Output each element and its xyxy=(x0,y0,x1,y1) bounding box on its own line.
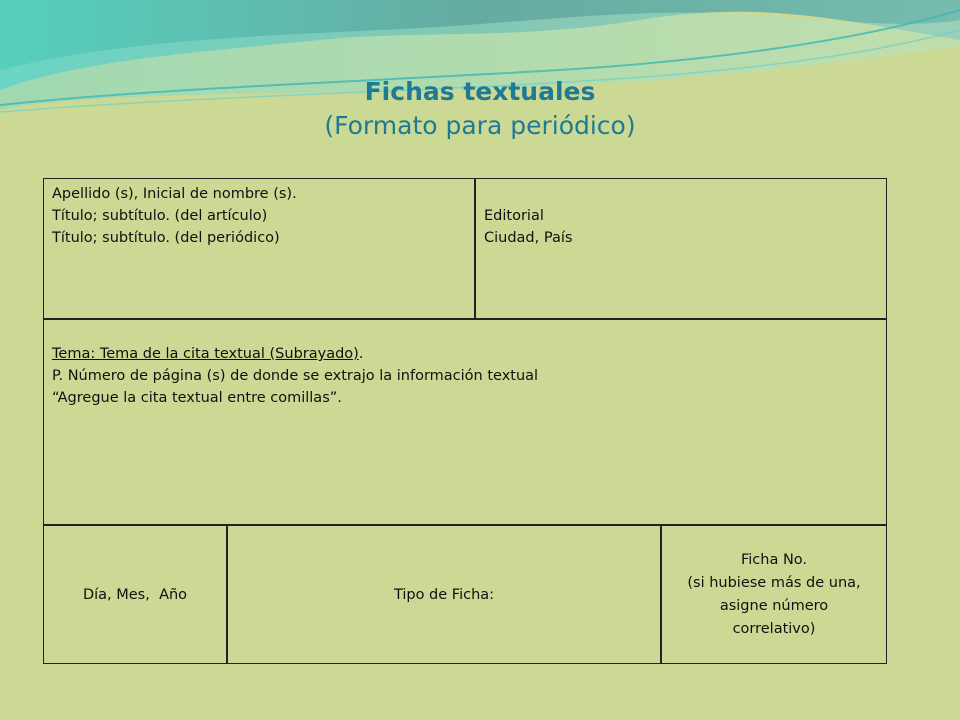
card-number-note-1: (si hubiese más de una, xyxy=(687,574,861,591)
page-title: Fichas textuales xyxy=(364,77,596,106)
page-subtitle: (Formato para periódico) xyxy=(324,111,636,140)
card-number-cell xyxy=(662,526,886,663)
publisher-info-cell xyxy=(484,205,874,249)
divider-top-vertical xyxy=(474,179,476,318)
divider-top-horizontal xyxy=(44,318,886,320)
card-number-note-2: asigne número xyxy=(719,597,829,614)
topic-line xyxy=(52,343,872,365)
card-type-label: Tipo de Ficha: xyxy=(393,586,495,603)
card-number-label: Ficha No. xyxy=(740,551,808,568)
date-label: Día, Mes, Año xyxy=(82,586,188,603)
author-info-cell xyxy=(52,183,467,249)
page-number-line: P. Número de página (s) de donde se extrajo la información textual xyxy=(52,368,539,384)
card-type-cell xyxy=(228,526,660,663)
title-block xyxy=(0,76,960,144)
card-number-note-3: correlativo) xyxy=(732,620,816,637)
topic-suffix: . xyxy=(358,346,364,362)
author-line: Apellido (s), Inicial de nombre (s). xyxy=(52,186,297,202)
topic-label: Tema: Tema de la cita textual (Subrayado) xyxy=(52,346,359,362)
article-title-line: Título; subtítulo. (del artículo) xyxy=(52,208,268,224)
quote-body-cell xyxy=(52,343,872,409)
index-card-table xyxy=(43,178,887,664)
date-cell xyxy=(44,526,226,663)
newspaper-title-line: Título; subtítulo. (del periódico) xyxy=(52,230,280,246)
publisher-line: Editorial xyxy=(484,208,544,224)
quote-line: “Agregue la cita textual entre comillas”. xyxy=(52,390,342,406)
city-country-line: Ciudad, País xyxy=(484,230,573,246)
